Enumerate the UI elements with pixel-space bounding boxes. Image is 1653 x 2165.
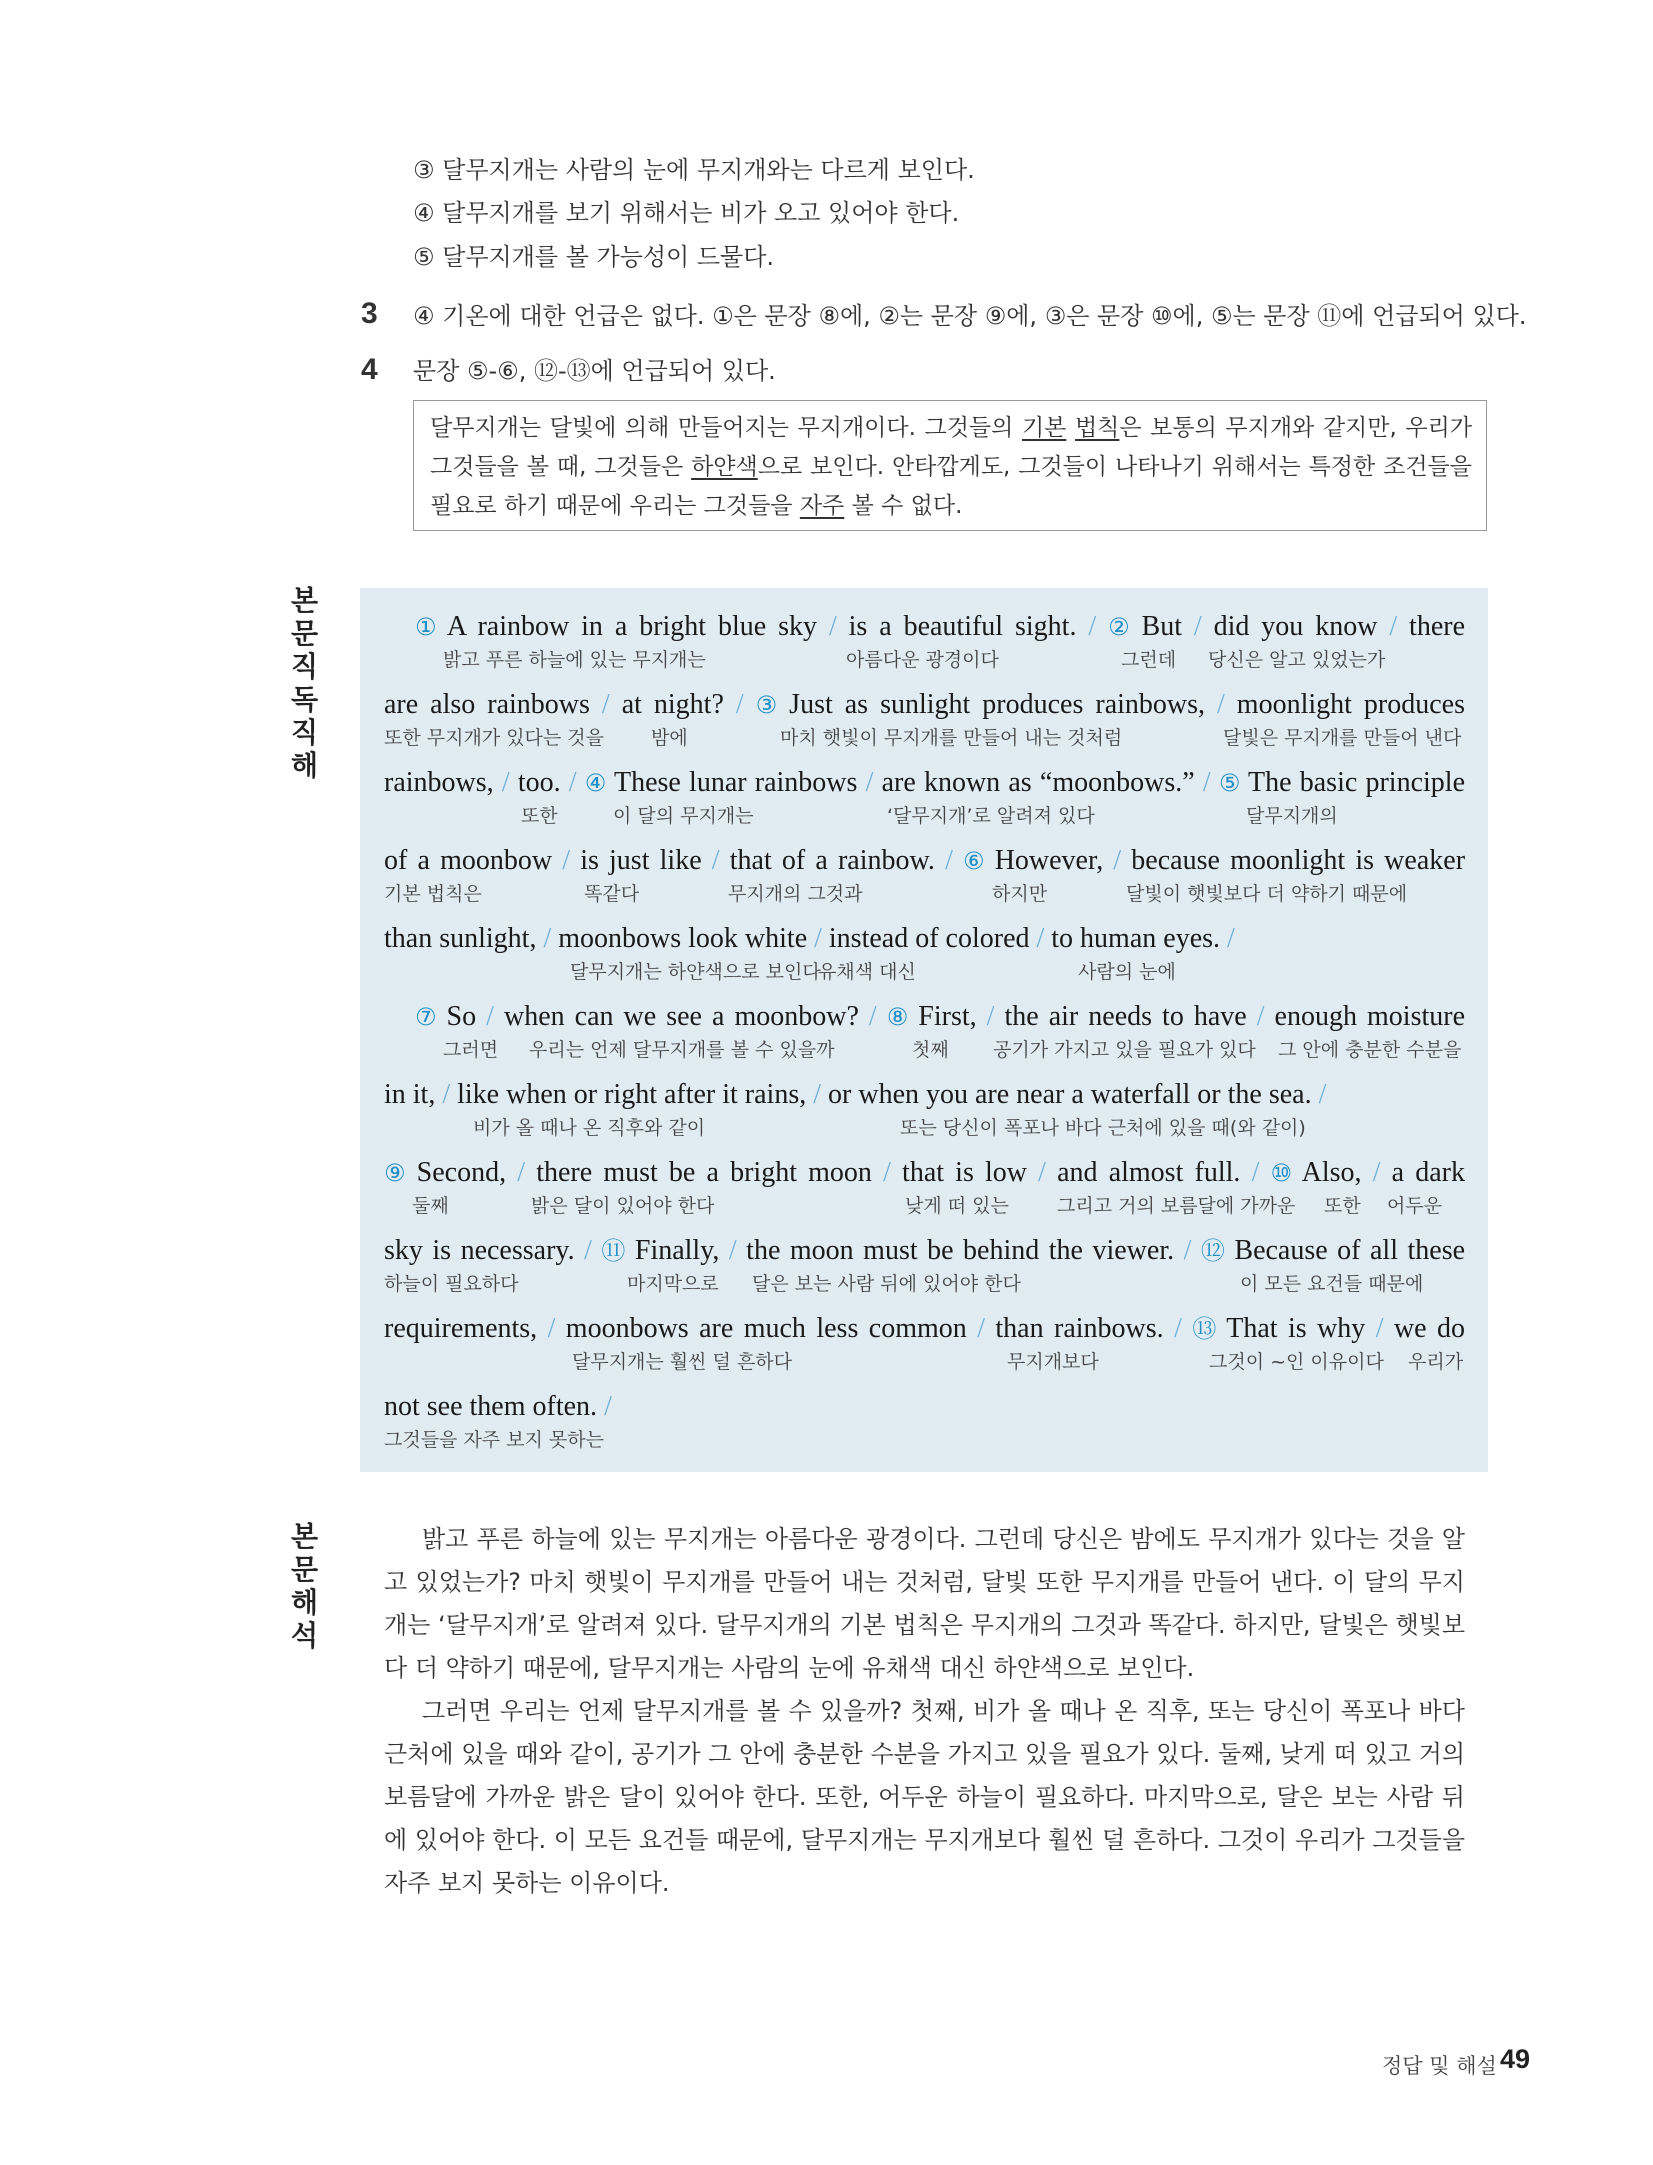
answer-option-4: ④ 달무지개를 보기 위해서는 비가 오고 있어야 한다. [413, 199, 960, 227]
korean-gloss: 또한 [521, 805, 558, 827]
korean-gloss: 어두운 [1387, 1195, 1443, 1217]
english-chunk: we do [1383, 1313, 1466, 1344]
label-line: 본문 [290, 585, 318, 649]
english-chunk: So [436, 1001, 487, 1032]
reading-english-line [384, 688, 1465, 722]
english-chunk: That is why [1216, 1313, 1376, 1344]
korean-gloss: 이 달의 무지개는 [613, 805, 754, 827]
english-chunk: Also, [1292, 1157, 1373, 1188]
english-chunk: like when or right after it rains, [450, 1079, 814, 1110]
english-chunk: that of a rainbow. [719, 845, 946, 876]
chunk-divider: / [1251, 1157, 1260, 1188]
chunk-divider: / [977, 1313, 985, 1344]
sentence-number: ⑦ [415, 1003, 437, 1031]
reading-english-line [384, 1156, 1465, 1190]
korean-gloss: 유채색 대신 [818, 961, 916, 983]
english-chunk: or when you are near a waterfall or the sea. [821, 1079, 1319, 1110]
korean-gloss: 달무지개의 [1246, 805, 1338, 827]
chunk-divider: / [517, 1157, 526, 1188]
english-chunk: Just as sunlight produces rainbows, [777, 689, 1218, 720]
korean-gloss: 하늘이 필요하다 [384, 1273, 519, 1295]
reading-english-line [384, 1078, 1326, 1112]
english-chunk: requirements, [384, 1313, 548, 1344]
sentence-number: ② [1108, 613, 1130, 641]
sentence-number: ④ [584, 769, 607, 797]
reading-english-line [384, 1312, 1465, 1346]
english-chunk: there must be a bright moon [525, 1157, 884, 1188]
english-chunk: did you know [1201, 611, 1390, 642]
reading-english-line [384, 844, 1465, 878]
english-chunk: moonbows look white [551, 923, 815, 954]
chunk-divider: / [543, 923, 552, 954]
chunk-divider: / [486, 1001, 494, 1032]
korean-gloss: 아름다운 광경이다 [846, 649, 999, 671]
footer-label: 정답 및 해설 [1382, 2054, 1497, 2078]
korean-gloss: 우리는 언제 달무지개를 볼 수 있을까 [529, 1039, 835, 1061]
summary-blank-2: 법칙 [1074, 415, 1120, 441]
chunk-divider: / [1036, 923, 1045, 954]
chunk-divider: / [1375, 1313, 1384, 1344]
translation-paragraph-1: 밝고 푸른 하늘에 있는 무지개는 아름다운 광경이다. 그런데 당신은 밤에도 무지개가 있다는 것을 알고 있었는가? 마치 햇빛이 무지개를 만들어 내는 것처럼, 달빛 또한 무지개를 만들어 낸다. 이 달의 무지개는 ‘달무지개’로 알려져 있다. 달무지개의 기본 법칙은 무지개의 그것과 똑같다. 하지만, 달빛은 햇빛보다 더 약하기 때문에, 달무지개는 사람의 눈에 유채색 대신 하얀색으로 보인다. [384, 1525, 1465, 1682]
label-line: 직독 [290, 651, 318, 715]
korean-gloss: 그것이 ~인 이유이다 [1209, 1351, 1384, 1373]
korean-gloss: 그 안에 충분한 수분을 [1278, 1039, 1462, 1061]
english-chunk: there [1397, 611, 1466, 642]
korean-gloss: 그런데 [1121, 649, 1177, 671]
sentence-number: ⑩ [1270, 1159, 1293, 1187]
english-chunk: of a moonbow [384, 845, 563, 876]
sentence-number: ⑬ [1192, 1315, 1217, 1343]
korean-gloss: 달무지개는 하얀색으로 보인다 [570, 961, 821, 983]
english-chunk: to human eyes. [1044, 923, 1228, 954]
sentence-number: ③ [755, 691, 778, 719]
chunk-divider: / [986, 1001, 995, 1032]
summary-text: 은 보통의 무지개와 같지만, 우리가 그것들을 볼 때, 그것들은 [430, 415, 1473, 480]
korean-gloss: 사람의 눈에 [1078, 961, 1176, 983]
korean-gloss: 그것들을 자주 보지 못하는 [384, 1429, 605, 1451]
english-chunk: at night? [609, 689, 736, 720]
reading-english-line [415, 1000, 1465, 1034]
chunk-divider: / [501, 767, 510, 798]
chunk-divider: / [1088, 611, 1097, 642]
chunk-divider: / [883, 1157, 891, 1188]
korean-gloss: 또는 당신이 폭포나 바다 근처에 있을 때(와 같이) [900, 1117, 1306, 1139]
korean-gloss: 무지개보다 [1007, 1351, 1099, 1373]
chunk-divider: / [813, 1079, 822, 1110]
chunk-divider: / [1038, 1157, 1046, 1188]
summary-text [1066, 415, 1075, 441]
summary-blank-3: 하얀색 [691, 454, 758, 480]
korean-gloss: 마지막으로 [627, 1273, 719, 1295]
korean-gloss: 첫째 [912, 1039, 949, 1061]
english-chunk: A rainbow in a bright blue sky [436, 611, 829, 642]
korean-gloss: 달빛이 햇빛보다 더 약하기 때문에 [1126, 883, 1408, 905]
english-chunk: Second, [405, 1157, 518, 1188]
korean-gloss: 똑같다 [584, 883, 640, 905]
chunk-divider: / [1174, 1313, 1182, 1344]
chunk-divider: / [828, 611, 837, 642]
english-chunk [592, 1235, 602, 1266]
english-chunk: moonlight produces [1224, 689, 1465, 720]
chunk-divider: / [584, 1235, 592, 1266]
reading-english-line [384, 766, 1465, 800]
chunk-divider: / [547, 1313, 556, 1344]
question-3-answer: ④ 기온에 대한 언급은 없다. ①은 문장 ⑧에, ②는 문장 ⑨에, ③은 문장 ⑩에, ⑤는 문장 ⑪에 언급되어 있다. [413, 302, 1527, 330]
korean-gloss: 달무지개는 훨씬 덜 흔하다 [572, 1351, 793, 1373]
english-chunk: that is low [890, 1157, 1039, 1188]
korean-gloss: 기본 법칙은 [384, 883, 482, 905]
summary-text: 으로 보인다. 안타깝게도, 그것들이 나타나기 위해서는 특정한 조건들을 필요로 하기 때문에 우리는 그것들을 [430, 454, 1472, 519]
english-chunk: than rainbows. [984, 1313, 1175, 1344]
english-chunk: are known as “moonbows.” [873, 767, 1203, 798]
summary-box [413, 400, 1487, 531]
english-chunk [953, 845, 963, 876]
chunk-divider: / [1256, 1001, 1265, 1032]
english-chunk: because moonlight is weaker [1121, 845, 1466, 876]
english-chunk: in it, [384, 1079, 443, 1110]
english-chunk: are also rainbows [384, 689, 602, 720]
chunk-divider: / [728, 1235, 737, 1266]
chunk-divider: / [945, 845, 953, 876]
question-4-answer: 문장 ⑤-⑥, ⑫-⑬에 언급되어 있다. [413, 357, 776, 385]
english-chunk: instead of colored [821, 923, 1037, 954]
korean-gloss: 당신은 알고 있었는가 [1208, 649, 1386, 671]
korean-gloss: 공기가 가지고 있을 필요가 있다 [993, 1039, 1256, 1061]
korean-gloss: 비가 올 때나 온 직후와 같이 [473, 1117, 706, 1139]
english-chunk: rainbows, [384, 767, 502, 798]
english-chunk: enough moisture [1264, 1001, 1466, 1032]
summary-blank-1: 기본 [1021, 415, 1067, 441]
english-chunk: a dark [1380, 1157, 1465, 1188]
chunk-divider: / [562, 845, 571, 876]
reading-section-label [266, 584, 318, 782]
english-chunk: But [1129, 611, 1194, 642]
chunk-divider: / [1372, 1157, 1381, 1188]
english-chunk: than sunlight, [384, 923, 544, 954]
reading-english-line [384, 1234, 1465, 1268]
english-chunk [577, 767, 585, 798]
chunk-divider: / [1193, 611, 1202, 642]
english-chunk: Because of all these [1224, 1235, 1466, 1266]
chunk-divider: / [1113, 845, 1122, 876]
english-chunk [1182, 1313, 1192, 1344]
summary-blank-4: 자주 [799, 493, 845, 519]
english-chunk: sky is necessary. [384, 1235, 585, 1266]
korean-gloss: 그러면 [443, 1039, 499, 1061]
chunk-divider: / [814, 923, 822, 954]
translation-section-label [266, 1520, 318, 1652]
korean-gloss: 하지만 [992, 883, 1048, 905]
chunk-divider: / [1389, 611, 1398, 642]
english-chunk [877, 1001, 887, 1032]
summary-text: 달무지개는 달빛에 의해 만들어지는 무지개이다. 그것들의 [430, 415, 1022, 441]
label-line: 직해 [290, 717, 318, 781]
chunk-divider: / [1318, 1079, 1327, 1110]
chunk-divider: / [1227, 923, 1235, 954]
label-line: 본문 [290, 1521, 318, 1585]
korean-gloss: 밤에 [651, 727, 688, 749]
english-chunk: However, [984, 845, 1114, 876]
translation-paragraph-2: 그러면 우리는 언제 달무지개를 볼 수 있을까? 첫째, 비가 올 때나 온 직후, 또는 당신이 폭포나 바다 근처에 있을 때와 같이, 공기가 그 안에 충분한 수분을 가지고 있을 필요가 있다. 둘째, 낮게 떠 있고 거의 보름달에 가까운 밝은 달이 있어야 한다. 또한, 어두운 하늘이 필요하다. 마지막으로, 달은 보는 사람 뒤에 있어야 한다. 이 모든 요건들 때문에, 달무지개는 무지개보다 훨씬 덜 흔하다. 그것이 우리가 그것들을 자주 보지 못하는 이유이다. [384, 1697, 1465, 1897]
chunk-divider: / [568, 767, 577, 798]
answer-option-3: ③ 달무지개는 사람의 눈에 무지개와는 다르게 보인다. [413, 156, 975, 184]
chunk-divider: / [865, 767, 874, 798]
korean-gloss: ‘달무지개’로 알려져 있다 [887, 805, 1095, 827]
translation-block [384, 1518, 1465, 1905]
chunk-divider: / [1183, 1235, 1192, 1266]
korean-gloss: 밝고 푸른 하늘에 있는 무지개는 [443, 649, 706, 671]
sentence-number: ⑥ [963, 847, 985, 875]
korean-gloss: 무지개의 그것과 [728, 883, 863, 905]
english-chunk: is a beautiful sight. [836, 611, 1089, 642]
sentence-number: ⑤ [1218, 769, 1241, 797]
korean-gloss: 또한 무지개가 있다는 것을 [384, 727, 605, 749]
chunk-divider: / [1217, 689, 1225, 720]
english-chunk: moonbows are much less common [555, 1313, 978, 1344]
sentence-number: ⑪ [601, 1237, 626, 1265]
answer-option-5: ⑤ 달무지개를 볼 가능성이 드물다. [413, 243, 775, 271]
reading-english-line [384, 1390, 612, 1424]
english-chunk [1191, 1235, 1201, 1266]
chunk-divider: / [442, 1079, 451, 1110]
chunk-divider: / [735, 689, 744, 720]
korean-gloss: 마치 햇빛이 무지개를 만들어 내는 것처럼 [780, 727, 1123, 749]
english-chunk: when can we see a moonbow? [493, 1001, 869, 1032]
english-chunk [1096, 611, 1108, 642]
sentence-number: ⑨ [384, 1159, 406, 1187]
english-chunk [1259, 1157, 1270, 1188]
english-chunk: and almost full. [1045, 1157, 1252, 1188]
english-chunk [744, 689, 756, 720]
korean-gloss: 낮게 떠 있는 [905, 1195, 1009, 1217]
korean-gloss: 밝은 달이 있어야 한다 [531, 1195, 715, 1217]
sentence-number: ⑫ [1200, 1237, 1225, 1265]
question-number-4: 4 [361, 353, 378, 386]
reading-english-line [415, 610, 1465, 644]
chunk-divider: / [711, 845, 720, 876]
korean-gloss: 이 모든 요건들 때문에 [1240, 1273, 1424, 1295]
label-line: 해석 [290, 1587, 318, 1651]
english-chunk: Finally, [625, 1235, 729, 1266]
korean-gloss: 또한 [1324, 1195, 1361, 1217]
page-number: 49 [1500, 2044, 1531, 2074]
english-chunk: First, [908, 1001, 987, 1032]
summary-text: 볼 수 없다. [844, 493, 963, 519]
english-chunk: the moon must be behind the viewer. [736, 1235, 1184, 1266]
reading-english-line [384, 922, 1235, 956]
english-chunk: not see them often. [384, 1391, 605, 1422]
korean-gloss: 그리고 거의 보름달에 가까운 [1057, 1195, 1296, 1217]
chunk-divider: / [868, 1001, 877, 1032]
english-chunk: The basic principle [1240, 767, 1466, 798]
sentence-number: ⑧ [886, 1003, 909, 1031]
chunk-divider: / [604, 1391, 612, 1422]
korean-gloss: 우리가 [1408, 1351, 1464, 1373]
korean-gloss: 둘째 [412, 1195, 449, 1217]
english-chunk: too. [509, 767, 569, 798]
chunk-divider: / [601, 689, 610, 720]
question-number-3: 3 [361, 297, 378, 330]
english-chunk: is just like [570, 845, 712, 876]
korean-gloss: 달빛은 무지개를 만들어 낸다 [1223, 727, 1462, 749]
sentence-number: ① [415, 613, 437, 641]
korean-gloss: 달은 보는 사람 뒤에 있어야 한다 [752, 1273, 1021, 1295]
chunk-divider: / [1202, 767, 1211, 798]
english-chunk: the air needs to have [994, 1001, 1257, 1032]
english-chunk [1211, 767, 1219, 798]
english-chunk: These lunar rainbows [606, 767, 866, 798]
